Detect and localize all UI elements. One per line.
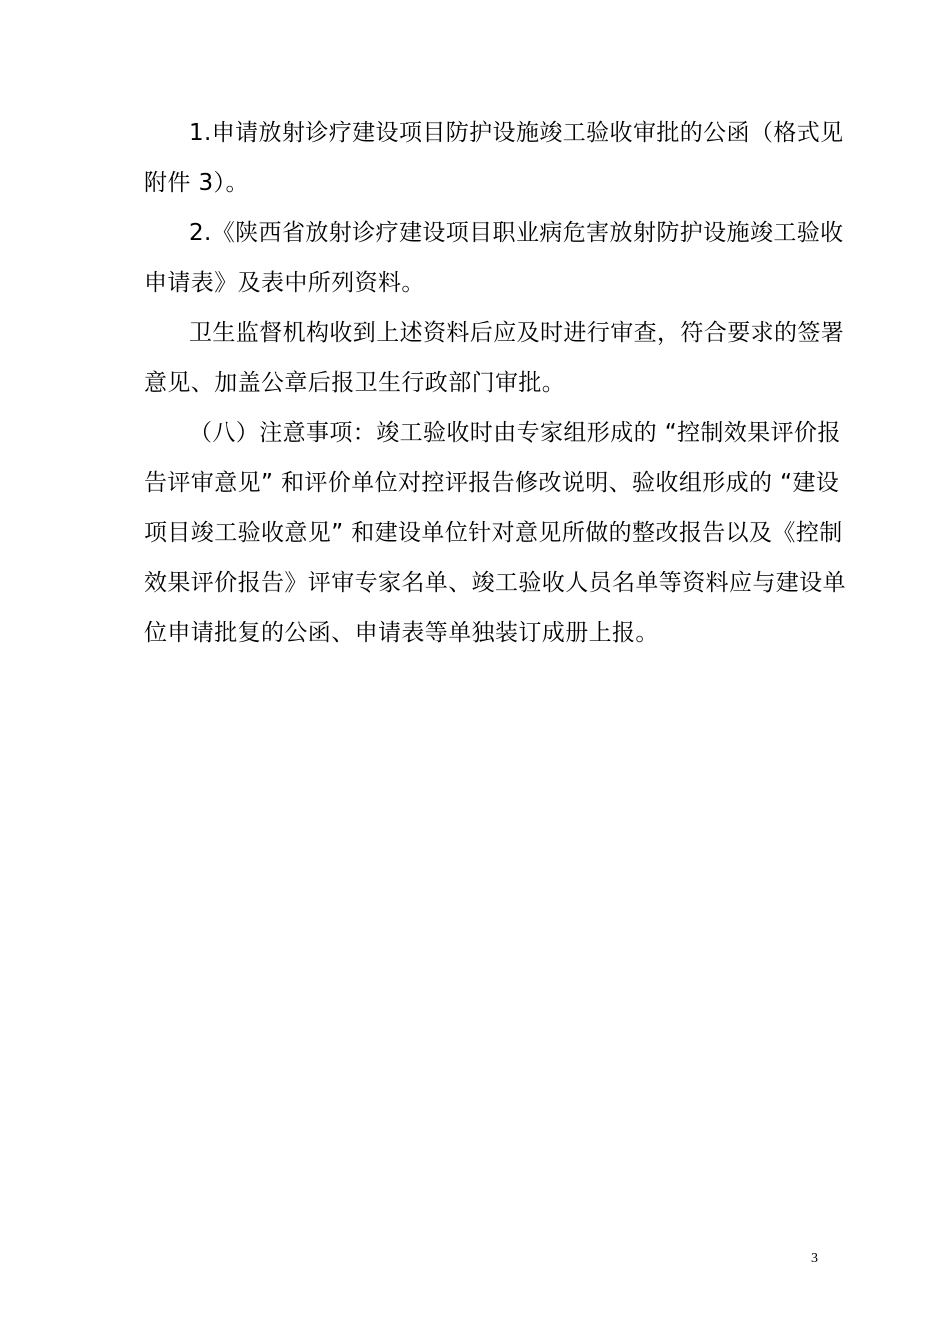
- paragraph-4-line-4: 效果评价报告》评审专家名单、竣工验收人员名单等资料应与建设单: [144, 570, 846, 596]
- paragraph-4-line-5: 位申请批复的公函、申请表等单独装订成册上报。: [144, 620, 659, 646]
- paragraph-2-line-1: 2.《陕西省放射诊疗建设项目职业病危害放射防护设施竣工验收: [189, 220, 844, 246]
- paragraph-3-line-2: 意见、加盖公章后报卫生行政部门审批。: [144, 370, 566, 396]
- paragraph-3-line-1: 卫生监督机构收到上述资料后应及时进行审查，符合要求的签署: [189, 320, 845, 346]
- paragraph-4-line-2: 告评审意见” 和评价单位对控评报告修改说明、验收组形成的 “建设: [144, 470, 840, 496]
- paragraph-1-line-2: 附件 3）。: [144, 170, 249, 196]
- page-number: 3: [811, 1251, 818, 1266]
- paragraph-1-line-1: 1.申请放射诊疗建设项目防护设施竣工验收审批的公函（格式见: [189, 120, 844, 146]
- paragraph-4-line-1: （八）注意事项：竣工验收时由专家组形成的 “控制效果评价报: [189, 420, 841, 446]
- paragraph-4-line-3: 项目竣工验收意见” 和建设单位针对意见所做的整改报告以及《控制: [144, 520, 843, 546]
- paragraph-2-line-2: 申请表》及表中所列资料。: [144, 270, 425, 296]
